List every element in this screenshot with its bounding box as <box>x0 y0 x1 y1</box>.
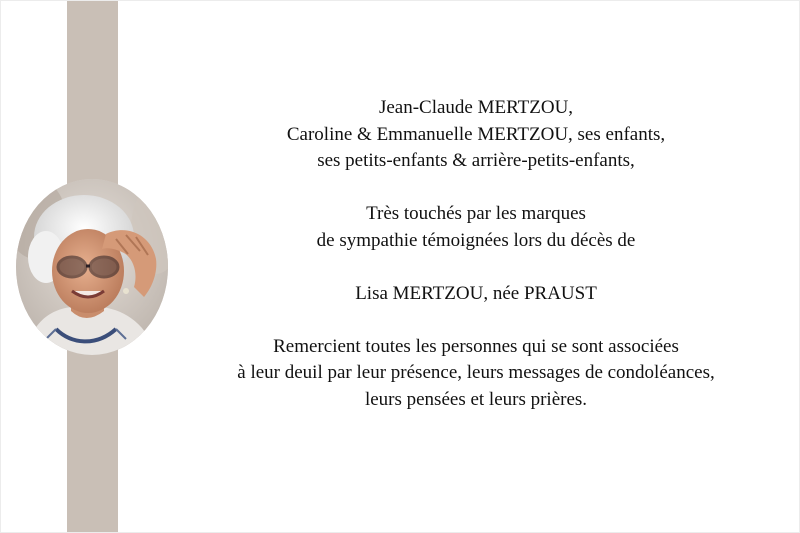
thanks-line-1: Remercient toutes les personnes qui se sont associées <box>273 335 679 357</box>
deceased-name: Lisa MERTZOU, née PRAUST <box>355 282 597 304</box>
thanks-line-3: leurs pensées et leurs prières. <box>364 388 588 410</box>
family-line-2: Caroline & Emmanuelle MERTZOU, ses enfants, <box>286 123 666 145</box>
spacer <box>171 307 781 334</box>
spacer <box>171 254 781 281</box>
touched-line-2: de sympathie témoignées lors du décès de <box>316 229 636 251</box>
family-line-1: Jean-Claude MERTZOU, <box>378 97 574 118</box>
family-line-3: ses petits-enfants & arrière-petits-enfants, <box>317 150 635 171</box>
spacer <box>171 175 781 202</box>
portrait-photo <box>16 179 168 355</box>
portrait-photo-drawing <box>16 179 168 355</box>
message-text <box>171 95 781 413</box>
thanks-line-2: à leur deuil par leur présence, leurs messages de condoléances, <box>237 362 715 383</box>
touched-line-1: Très touchés par les marques <box>366 203 586 224</box>
